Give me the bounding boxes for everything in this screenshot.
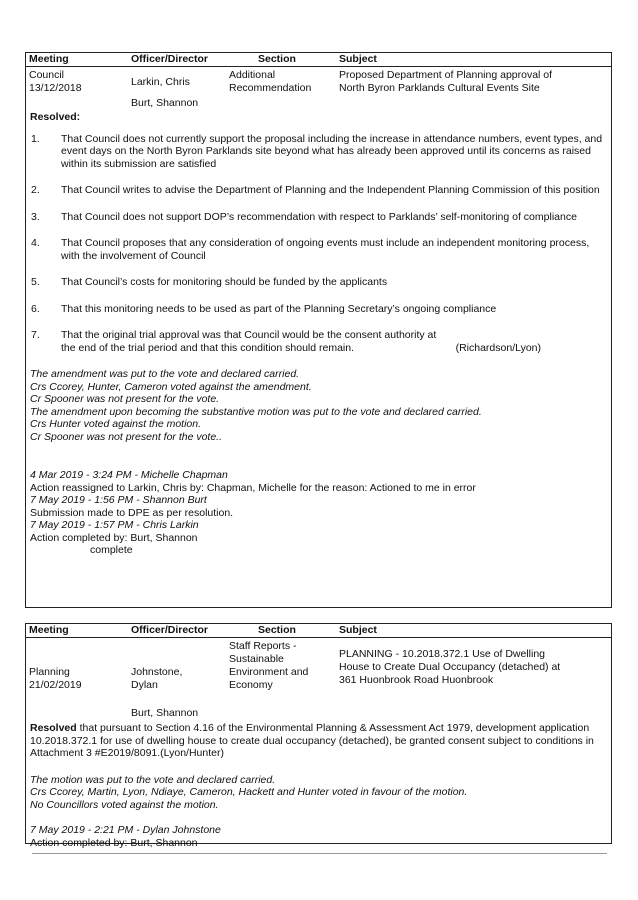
vote-line: No Councillors voted against the motion. — [30, 798, 219, 811]
item-text: That this monitoring needs to be used as part of the Planning Secretary’s ongoing compliance — [61, 302, 497, 315]
vote-line: The amendment was put to the vote and declared carried. — [30, 368, 300, 380]
officer-name: Burt, Shannon — [131, 707, 199, 719]
section-text: Additional — [229, 69, 276, 81]
resolution-item — [26, 303, 611, 316]
item-number: 3. — [31, 210, 40, 223]
header-section: Section — [258, 624, 296, 636]
header-officer: Officer/Director — [131, 624, 209, 636]
item-number: 6. — [31, 302, 40, 315]
record-2-info — [26, 638, 611, 719]
resolution-paragraph — [26, 722, 611, 760]
log-status: complete — [90, 544, 133, 556]
action-log — [26, 469, 611, 557]
item-number: 4. — [31, 237, 40, 249]
officer-name: Larkin, Chris — [131, 76, 190, 88]
page-divider — [32, 853, 607, 854]
officer-name: Burt, Shannon — [131, 97, 199, 109]
log-stamp: 4 Mar 2019 - 3:24 PM - Michelle Chapman — [30, 469, 228, 481]
resolution-item — [26, 133, 611, 171]
resolution-item — [26, 211, 611, 224]
resolution-items — [26, 133, 611, 355]
resolution-text: that pursuant to Section 4.16 of the Environmental Planning & Assessment Act 1979, development application 10.2018.372.1 for use of dwelling house to create dual occupancy (detached), be granted consent subject to conditions in Attachment 3 #E2019/8091.(Lyon/Hunter) — [30, 722, 594, 759]
resolution-item — [26, 276, 611, 289]
item-number: 2. — [31, 184, 40, 196]
vote-line: Cr Spooner was not present for the vote. — [30, 393, 220, 405]
record-1-header — [26, 53, 611, 67]
meeting-date: 21/02/2019 — [29, 679, 82, 691]
vote-line: Crs Hunter voted against the motion. — [30, 418, 202, 430]
header-meeting: Meeting — [29, 624, 69, 636]
item-text: That the original trial approval was that Council would be the consent authority at the end of the trial period and that this condition should remain. — [61, 329, 437, 354]
movers: (Richardson/Lyon) — [455, 341, 541, 354]
item-number: 1. — [31, 132, 40, 145]
resolved-label: Resolved — [30, 722, 77, 734]
record-2 — [25, 623, 612, 849]
header-subject: Subject — [339, 53, 377, 65]
vote-line: Cr Spooner was not present for the vote.. — [30, 430, 223, 443]
item-text: That Council writes to advise the Department of Planning and the Independent Planning Commission of this position — [61, 184, 600, 196]
section-text: Recommendation — [229, 82, 312, 94]
vote-line: Crs Ccorey, Martin, Lyon, Ndiaye, Cameron, Hackett and Hunter voted in favour of the motion. — [30, 786, 468, 798]
resolution-item — [26, 184, 611, 197]
meeting-type: Council — [29, 69, 65, 81]
meeting-date: 13/12/2018 — [29, 82, 82, 94]
header-meeting: Meeting — [29, 53, 69, 65]
log-text: Action completed by: Burt, Shannon — [30, 836, 198, 849]
log-text: Submission made to DPE as per resolution. — [30, 506, 234, 519]
log-stamp: 7 May 2019 - 1:57 PM - Chris Larkin — [30, 519, 199, 531]
subject-text: PLANNING - 10.2018.372.1 Use of Dwelling — [339, 648, 546, 660]
vote-record — [26, 774, 611, 812]
item-text: That Council does not support DOP’s recommendation with respect to Parklands’ self-monitoring of compliance — [61, 210, 577, 223]
subject-text: House to Create Dual Occupancy (detached) at — [339, 661, 561, 673]
subject-text: 361 Huonbrook Road Huonbrook — [339, 674, 494, 686]
officer-name: Johnstone, — [131, 666, 183, 678]
item-text: That Council does not currently support the proposal including the increase in attendance numbers, event types, and event days on the North Byron Parklands site beyond what has already been approved until its concerns as raised within its submission are satisfied — [61, 132, 603, 170]
record-1-info — [26, 67, 611, 111]
vote-record — [26, 368, 611, 443]
item-text: That Council proposes that any consideration of ongoing events must include an independent monitoring process, with the involvement of Council — [61, 237, 590, 262]
log-stamp: 7 May 2019 - 2:21 PM - Dylan Johnstone — [30, 824, 221, 836]
resolution-item — [26, 329, 611, 354]
subject-text: Proposed Department of Planning approval of — [339, 69, 553, 81]
record-1 — [25, 52, 612, 608]
header-section: Section — [258, 53, 296, 65]
vote-line: The amendment upon becoming the substantive motion was put to the vote and declared carried. — [30, 405, 482, 418]
resolved-label: Resolved: — [30, 111, 81, 123]
log-text: Action completed by: Burt, Shannon — [30, 531, 198, 544]
log-text: Action reassigned to Larkin, Chris by: Chapman, Michelle for the reason: Actioned to me in error — [30, 481, 476, 494]
vote-line: The motion was put to the vote and declared carried. — [30, 773, 276, 786]
record-2-header — [26, 624, 611, 638]
header-officer: Officer/Director — [131, 53, 209, 65]
officer-name: Dylan — [131, 679, 158, 691]
item-number: 5. — [31, 276, 40, 288]
subject-text: North Byron Parklands Cultural Events Site — [339, 82, 540, 94]
log-stamp: 7 May 2019 - 1:56 PM - Shannon Burt — [30, 494, 207, 506]
resolution-item — [26, 237, 611, 262]
meeting-type: Planning — [29, 666, 70, 678]
vote-line: Crs Ccorey, Hunter, Cameron voted against the amendment. — [30, 380, 312, 393]
item-text: That Council’s costs for monitoring should be funded by the applicants — [61, 276, 388, 288]
section-text: Economy — [229, 679, 273, 691]
action-log — [26, 824, 611, 849]
header-subject: Subject — [339, 624, 377, 636]
item-number: 7. — [31, 329, 40, 341]
section-text: Environment and — [229, 666, 309, 678]
section-text: Sustainable — [229, 653, 284, 665]
section-text: Staff Reports - — [229, 640, 297, 652]
